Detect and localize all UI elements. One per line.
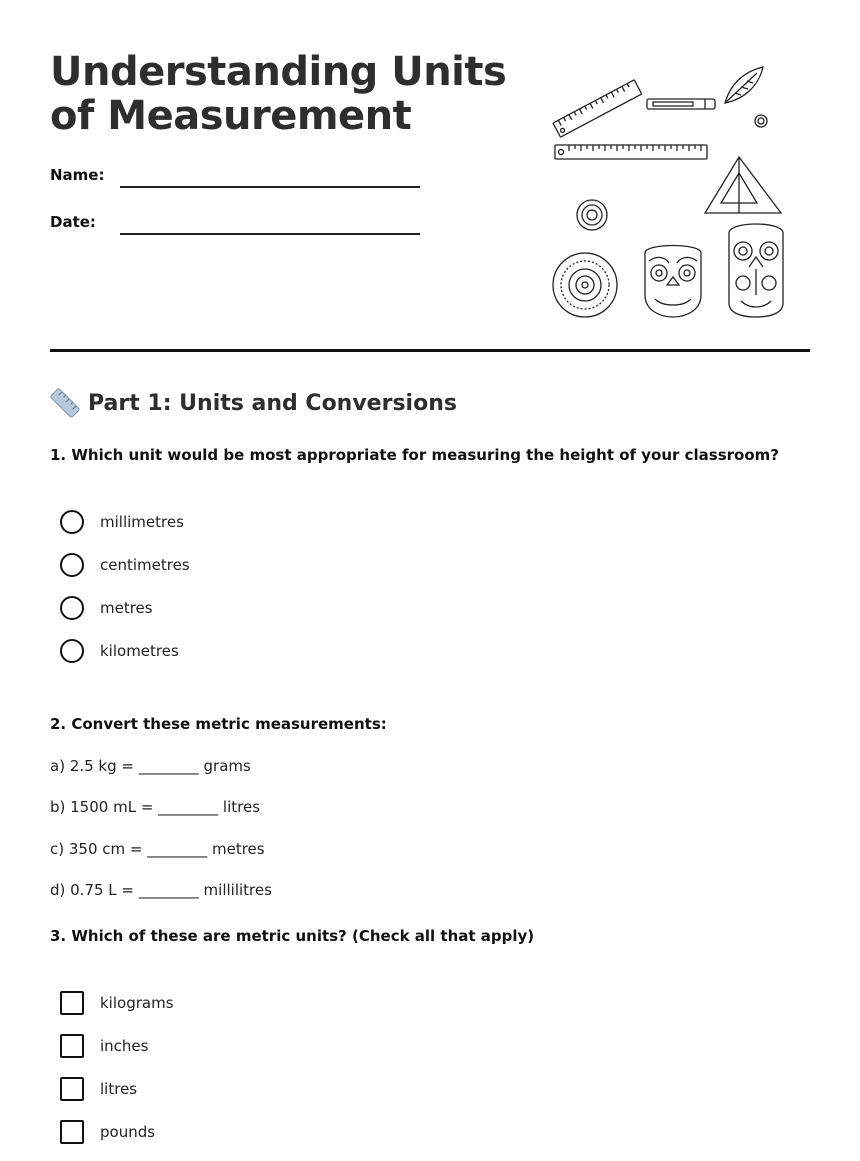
radio-button[interactable] (60, 596, 84, 620)
ruler-icon (553, 80, 642, 137)
q3-option-kilograms[interactable] (60, 990, 174, 1016)
conversion-item-a: a) 2.5 kg = ________ grams (50, 757, 251, 775)
name-label: Name: (50, 166, 105, 184)
radio-button[interactable] (60, 553, 84, 577)
part1-heading (50, 388, 457, 418)
option-label: metres (100, 599, 153, 617)
radio-button[interactable] (60, 510, 84, 534)
date-field[interactable] (120, 233, 420, 235)
koru-icon (577, 200, 607, 230)
long-ruler-icon (555, 145, 707, 159)
question-3: 3. Which of these are metric units? (Check all that apply) (50, 927, 535, 945)
checkbox[interactable] (60, 1077, 84, 1101)
checkbox[interactable] (60, 991, 84, 1015)
ruler-icon (50, 388, 80, 418)
q3-option-pounds[interactable] (60, 1119, 155, 1145)
question-2: 2. Convert these metric measurements: (50, 715, 387, 733)
page-title: Understanding Units of Measurement (50, 49, 507, 139)
measurement-illustration (545, 55, 795, 325)
leaf-icon (725, 67, 763, 103)
q1-option-centimetres[interactable] (60, 552, 190, 578)
q3-option-litres[interactable] (60, 1076, 137, 1102)
mask-icon (645, 246, 701, 318)
option-label: kilograms (100, 994, 174, 1012)
conversion-item-d: d) 0.75 L = ________ millilitres (50, 881, 272, 899)
spiral-icon (755, 115, 767, 127)
option-label: centimetres (100, 556, 190, 574)
name-field[interactable] (120, 186, 420, 188)
q1-option-kilometres[interactable] (60, 638, 179, 664)
set-square-icon (705, 157, 781, 213)
radio-button[interactable] (60, 639, 84, 663)
conversion-item-b: b) 1500 mL = ________ litres (50, 798, 261, 816)
option-label: inches (100, 1037, 149, 1055)
checkbox[interactable] (60, 1120, 84, 1144)
medallion-icon (553, 253, 617, 317)
carving-icon (729, 224, 783, 317)
q3-option-inches[interactable] (60, 1033, 148, 1059)
pencil-icon (647, 99, 715, 109)
q1-option-metres[interactable] (60, 595, 153, 621)
checkbox[interactable] (60, 1034, 84, 1058)
conversion-item-c: c) 350 cm = ________ metres (50, 840, 265, 858)
part1-title: Part 1: Units and Conversions (88, 390, 457, 416)
q1-option-millimetres[interactable] (60, 509, 184, 535)
option-label: kilometres (100, 642, 179, 660)
question-1: 1. Which unit would be most appropriate for measuring the height of your classroom? (50, 446, 779, 464)
option-label: millimetres (100, 513, 184, 531)
section-divider (50, 349, 810, 352)
option-label: pounds (100, 1123, 156, 1141)
date-label: Date: (50, 213, 96, 231)
option-label: litres (100, 1080, 138, 1098)
